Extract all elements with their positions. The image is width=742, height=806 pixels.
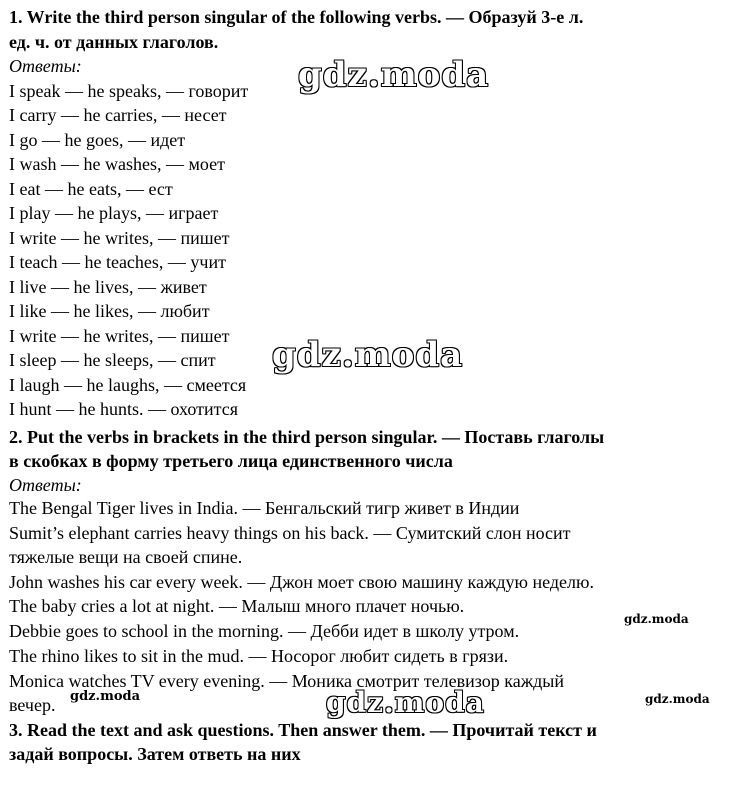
verb-item: I speak — he speaks, — говорит [9,81,249,101]
verb-item: I sleep — he sleeps, — спит [9,350,216,370]
watermark: gdz.moda [645,692,710,706]
section2-answers-label: Ответы: [9,475,82,495]
sentence-line: вечер. [9,695,56,715]
verb-item: I laugh — he laughs, — смеется [9,375,247,395]
section2-title-line1: 2. Put the verbs in brackets in the third person singular. — Поставь глаголы [9,427,605,447]
verb-item: I carry — he carries, — несет [9,105,227,125]
watermark: gdz.moda [326,686,485,719]
verb-item: I like — he likes, — любит [9,301,210,321]
sentence-line: Sumit’s elephant carries heavy things on his back. — Сумитский слон носит [9,523,571,543]
section1-title-line1: 1. Write the third person singular of the following verbs. — Образуй 3-е л. [9,7,584,27]
section3-title-line1: 3. Read the text and ask questions. Then answer them. — Прочитай текст и [9,720,597,740]
sentence-line: The rhino likes to sit in the mud. — Носорог любит сидеть в грязи. [9,646,509,666]
sentence-line: тяжелые вещи на своей спине. [9,547,243,567]
section3-title-line2: задай вопросы. Затем ответь на них [9,744,301,764]
section1-answers-label: Ответы: [9,56,82,76]
verb-item: I teach — he teaches, — учит [9,252,226,272]
verb-item: I eat — he eats, — ест [9,179,173,199]
sentence-line: Monica watches TV every evening. — Моника смотрит телевизор каждый [9,671,565,691]
verb-item: I go — he goes, — идет [9,130,186,150]
watermark: gdz.moda [70,689,141,704]
watermark: gdz.moda [624,612,689,626]
sentence-line: The baby cries a lot at night. — Малыш много плачет ночью. [9,596,465,616]
verb-item: I write — he writes, — пишет [9,326,230,346]
watermark: gdz.moda [298,55,490,95]
sentence-line: John washes his car every week. — Джон моет свою машину каждую неделю. [9,572,594,592]
verb-item: I wash — he washes, — моет [9,154,225,174]
section2-title-line2: в скобках в форму третьего лица единственного числа [9,451,453,471]
verb-item: I hunt — he hunts. — охотится [9,399,238,419]
verb-item: I play — he plays, — играет [9,203,219,223]
sentence-line: The Bengal Tiger lives in India. — Бенгальский тигр живет в Индии [9,498,520,518]
section1-title-line2: ед. ч. от данных глаголов. [9,32,219,52]
verb-item: I live — he lives, — живет [9,277,207,297]
sentence-line: Debbie goes to school in the morning. — Дебби идет в школу утром. [9,621,520,641]
verb-item: I write — he writes, — пишет [9,228,230,248]
watermark: gdz.moda [272,335,464,375]
